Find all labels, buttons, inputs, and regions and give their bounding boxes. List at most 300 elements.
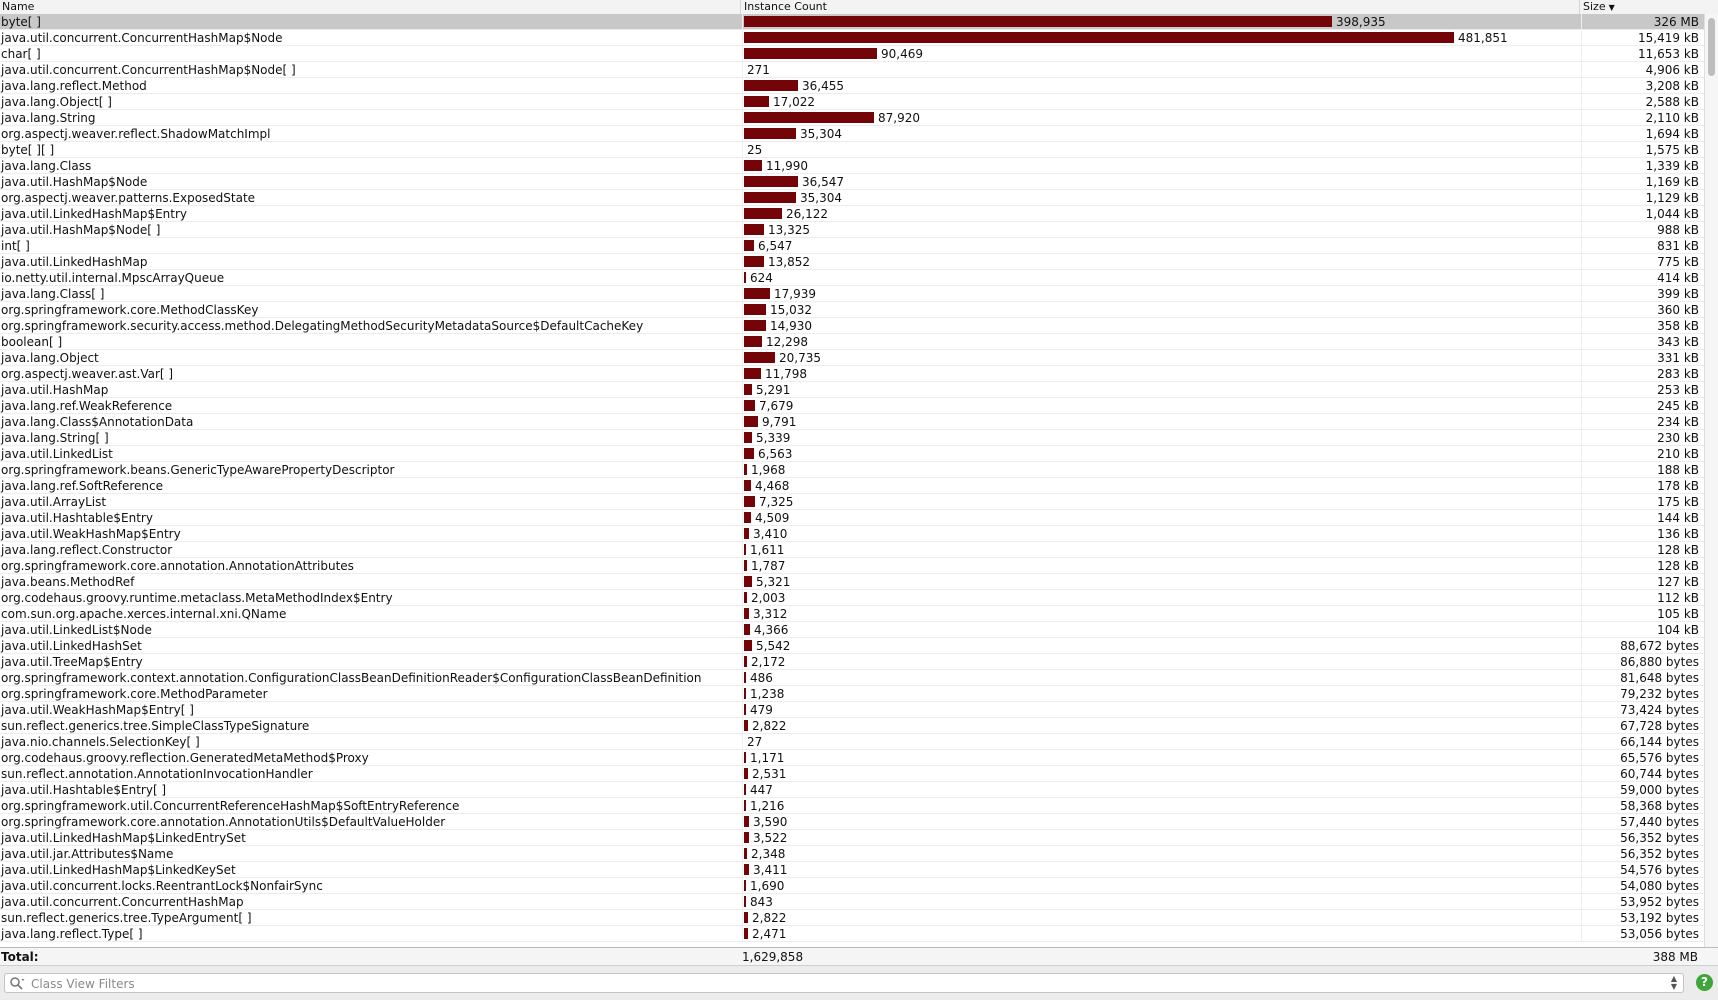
table-row[interactable]: [0, 622, 1718, 638]
table-row[interactable]: [0, 350, 1718, 366]
table-row[interactable]: [0, 782, 1718, 798]
instance-count-label: 25: [747, 143, 763, 157]
class-name-cell: java.lang.Class: [0, 158, 743, 174]
table-row[interactable]: [0, 862, 1718, 878]
instance-count-label: 1,171: [750, 751, 785, 765]
instance-count-bar: [744, 912, 748, 923]
instance-count-bar: [744, 704, 746, 715]
class-name-cell: java.lang.reflect.Constructor: [0, 542, 743, 558]
class-name-cell: int[ ]: [0, 238, 743, 254]
class-view-filter-input[interactable]: [29, 975, 1653, 993]
instance-count-label: 90,469: [881, 47, 923, 61]
instance-count-label: 3,590: [753, 815, 788, 829]
instance-count-cell: [742, 862, 1578, 878]
table-row[interactable]: [0, 398, 1718, 414]
table-row[interactable]: [0, 366, 1718, 382]
instance-count-cell: [742, 782, 1578, 798]
instance-count-cell: [742, 734, 1578, 750]
table-row[interactable]: [0, 190, 1718, 206]
sort-descending-icon[interactable]: ▼: [1608, 3, 1615, 12]
table-row[interactable]: [0, 654, 1718, 670]
instance-count-label: 7,325: [759, 495, 794, 509]
instance-count-cell: [742, 94, 1578, 110]
class-name-cell: java.util.concurrent.locks.ReentrantLock$NonfairSync: [0, 878, 743, 894]
table-row[interactable]: [0, 878, 1718, 894]
size-cell: 343 kB: [1581, 334, 1699, 350]
instance-count-cell: [742, 350, 1578, 366]
class-name-cell: java.util.Hashtable$Entry[ ]: [0, 782, 743, 798]
instance-count-cell: [742, 638, 1578, 654]
class-name-cell: byte[ ][ ]: [0, 142, 743, 158]
table-row[interactable]: [0, 110, 1718, 126]
table-row[interactable]: [0, 702, 1718, 718]
instance-count-label: 2,172: [751, 655, 786, 669]
table-row[interactable]: [0, 142, 1718, 158]
instance-count-cell: [742, 414, 1578, 430]
size-cell: 59,000 bytes: [1581, 782, 1699, 798]
class-name-cell: byte[ ]: [0, 14, 743, 30]
instance-count-bar: [744, 128, 796, 139]
instance-count-label: 11,798: [765, 367, 807, 381]
filter-bar: [0, 965, 1718, 1000]
size-cell: 326 MB: [1581, 14, 1699, 30]
class-name-cell: java.util.concurrent.ConcurrentHashMap$Node[ ]: [0, 62, 743, 78]
instance-count-label: 3,522: [753, 831, 788, 845]
size-cell: 3,208 kB: [1581, 78, 1699, 94]
class-name-cell: java.lang.ref.SoftReference: [0, 478, 743, 494]
size-cell: 128 kB: [1581, 542, 1699, 558]
size-cell: 53,952 bytes: [1581, 894, 1699, 910]
instance-count-label: 1,968: [751, 463, 786, 477]
size-cell: 67,728 bytes: [1581, 718, 1699, 734]
class-name-cell: java.util.WeakHashMap$Entry[ ]: [0, 702, 743, 718]
instance-count-bar: [744, 256, 764, 267]
instance-count-label: 9,791: [762, 415, 797, 429]
table-row[interactable]: [0, 318, 1718, 334]
instance-count-bar: [744, 480, 751, 491]
scrollbar-thumb[interactable]: [1708, 18, 1715, 76]
instance-count-bar: [744, 192, 796, 203]
size-cell: 283 kB: [1581, 366, 1699, 382]
size-cell: 2,110 kB: [1581, 110, 1699, 126]
table-row[interactable]: [0, 590, 1718, 606]
class-name-cell: java.lang.reflect.Method: [0, 78, 743, 94]
size-cell: 136 kB: [1581, 526, 1699, 542]
size-cell: 230 kB: [1581, 430, 1699, 446]
class-name-cell: org.springframework.security.access.method.DelegatingMethodSecurityMetadataSource$DefaultCacheKey: [0, 318, 743, 334]
class-name-cell: com.sun.org.apache.xerces.internal.xni.QName: [0, 606, 743, 622]
class-name-cell: java.lang.Object[ ]: [0, 94, 743, 110]
size-cell: 1,694 kB: [1581, 126, 1699, 142]
instance-count-bar: [744, 880, 746, 891]
instance-count-cell: [742, 430, 1578, 446]
table-row[interactable]: [0, 718, 1718, 734]
size-cell: 56,352 bytes: [1581, 830, 1699, 846]
instance-count-label: 447: [750, 783, 773, 797]
size-cell: 399 kB: [1581, 286, 1699, 302]
instance-count-label: 27: [747, 735, 763, 749]
instance-count-label: 2,471: [752, 927, 787, 941]
instance-count-cell: [742, 318, 1578, 334]
instance-count-cell: [742, 814, 1578, 830]
size-cell: 53,192 bytes: [1581, 910, 1699, 926]
size-cell: 65,576 bytes: [1581, 750, 1699, 766]
instance-count-bar: [744, 928, 748, 939]
instance-count-cell: [742, 766, 1578, 782]
instance-count-label: 3,411: [753, 863, 788, 877]
instance-count-bar: [744, 240, 754, 251]
column-header-name[interactable]: [0, 0, 741, 14]
instance-count-cell: [742, 830, 1578, 846]
class-view-filter-field[interactable]: [4, 973, 1684, 993]
total-label: Total:: [1, 950, 39, 964]
table-row[interactable]: [0, 382, 1718, 398]
instance-count-cell: [742, 462, 1578, 478]
instance-count-cell: [742, 382, 1578, 398]
class-name-cell: org.codehaus.groovy.reflection.GeneratedMetaMethod$Proxy: [0, 750, 743, 766]
instance-count-label: 17,022: [773, 95, 815, 109]
instance-count-cell: [742, 142, 1578, 158]
instance-count-bar: [744, 288, 770, 299]
instance-count-cell: [742, 606, 1578, 622]
size-cell: 57,440 bytes: [1581, 814, 1699, 830]
instance-count-bar: [744, 320, 766, 331]
instance-count-label: 4,468: [755, 479, 790, 493]
instance-count-bar: [744, 800, 746, 811]
class-name-cell: char[ ]: [0, 46, 743, 62]
class-name-cell: java.util.LinkedList$Node: [0, 622, 743, 638]
table-row[interactable]: [0, 462, 1718, 478]
instance-count-cell: [742, 286, 1578, 302]
class-name-cell: java.lang.ref.WeakReference: [0, 398, 743, 414]
instance-count-bar: [744, 304, 766, 315]
class-name-cell: java.util.Hashtable$Entry: [0, 510, 743, 526]
instance-count-cell: [742, 910, 1578, 926]
instance-count-label: 1,216: [750, 799, 785, 813]
table-row[interactable]: [0, 206, 1718, 222]
instance-count-cell: [742, 46, 1578, 62]
total-row: [0, 947, 1718, 966]
instance-count-cell: [742, 222, 1578, 238]
column-header-instance-count-label: Instance Count: [744, 0, 827, 13]
table-row[interactable]: [0, 926, 1718, 942]
instance-count-label: 87,920: [878, 111, 920, 125]
instance-count-label: 12,298: [766, 335, 808, 349]
instance-count-bar: [744, 432, 752, 443]
class-name-cell: java.util.LinkedHashMap$Entry: [0, 206, 743, 222]
instance-count-cell: [742, 478, 1578, 494]
instance-count-bar: [744, 208, 782, 219]
instance-count-cell: [742, 174, 1578, 190]
instance-count-bar: [744, 416, 758, 427]
search-icon[interactable]: [9, 976, 25, 990]
instance-count-bar: [744, 592, 747, 603]
column-header-name-label: Name: [2, 0, 35, 13]
size-cell: 188 kB: [1581, 462, 1699, 478]
table-row[interactable]: [0, 846, 1718, 862]
class-name-cell: org.springframework.core.MethodClassKey: [0, 302, 743, 318]
class-name-cell: java.beans.MethodRef: [0, 574, 743, 590]
class-name-cell: java.util.TreeMap$Entry: [0, 654, 743, 670]
table-row[interactable]: [0, 574, 1718, 590]
instance-count-cell: [742, 446, 1578, 462]
instance-count-label: 3,410: [753, 527, 788, 541]
instance-count-cell: [742, 206, 1578, 222]
table-row[interactable]: [0, 270, 1718, 286]
table-row[interactable]: [0, 430, 1718, 446]
class-name-cell: java.util.LinkedHashSet: [0, 638, 743, 654]
table-row[interactable]: [0, 94, 1718, 110]
class-name-cell: java.util.HashMap$Node: [0, 174, 743, 190]
help-icon[interactable]: ?: [1696, 974, 1713, 991]
instance-count-bar: [744, 48, 877, 59]
instance-count-cell: [742, 718, 1578, 734]
table-row[interactable]: [0, 158, 1718, 174]
instance-count-cell: [742, 190, 1578, 206]
instance-count-label: 5,542: [756, 639, 791, 653]
table-row[interactable]: [0, 766, 1718, 782]
table-row[interactable]: [0, 542, 1718, 558]
instance-count-label: 486: [750, 671, 773, 685]
table-row[interactable]: [0, 686, 1718, 702]
instance-count-bar: [744, 384, 752, 395]
table-row[interactable]: [0, 254, 1718, 270]
instance-count-bar: [744, 672, 746, 683]
table-row[interactable]: [0, 14, 1718, 30]
instance-count-cell: [742, 510, 1578, 526]
instance-count-label: 5,321: [756, 575, 791, 589]
class-name-cell: java.util.LinkedHashMap$LinkedEntrySet: [0, 830, 743, 846]
instance-count-cell: [742, 798, 1578, 814]
instance-count-label: 17,939: [774, 287, 816, 301]
instance-count-label: 481,851: [1458, 31, 1508, 45]
class-name-cell: java.util.WeakHashMap$Entry: [0, 526, 743, 542]
instance-count-label: 14,930: [770, 319, 812, 333]
column-header-size[interactable]: [1581, 0, 1718, 14]
table-row[interactable]: [0, 558, 1718, 574]
instance-count-bar: [744, 80, 798, 91]
instance-count-cell: [742, 158, 1578, 174]
instance-count-cell: [742, 926, 1578, 942]
instance-count-bar: [744, 160, 762, 171]
instance-count-bar: [744, 400, 755, 411]
table-row[interactable]: [0, 670, 1718, 686]
class-name-cell: org.springframework.beans.GenericTypeAwarePropertyDescriptor: [0, 462, 743, 478]
instance-count-bar: [744, 32, 1454, 43]
class-name-cell: java.lang.Object: [0, 350, 743, 366]
table-row[interactable]: [0, 750, 1718, 766]
table-row[interactable]: [0, 302, 1718, 318]
size-cell: 360 kB: [1581, 302, 1699, 318]
table-row[interactable]: [0, 894, 1718, 910]
size-cell: 66,144 bytes: [1581, 734, 1699, 750]
table-row[interactable]: [0, 222, 1718, 238]
table-row[interactable]: [0, 478, 1718, 494]
class-name-cell: java.lang.Class$AnnotationData: [0, 414, 743, 430]
size-cell: 1,129 kB: [1581, 190, 1699, 206]
instance-count-bar: [744, 768, 748, 779]
instance-count-cell: [742, 702, 1578, 718]
instance-count-cell: [742, 878, 1578, 894]
table-row[interactable]: [0, 638, 1718, 654]
instance-count-cell: [742, 334, 1578, 350]
class-name-cell: java.lang.String: [0, 110, 743, 126]
instance-count-bar: [744, 624, 750, 635]
column-header-instance-count[interactable]: [742, 0, 1580, 14]
instance-count-bar: [744, 640, 752, 651]
table-row[interactable]: [0, 126, 1718, 142]
table-row[interactable]: [0, 78, 1718, 94]
instance-count-cell: [742, 62, 1578, 78]
instance-count-cell: [742, 686, 1578, 702]
instance-count-label: 11,990: [766, 159, 808, 173]
size-cell: 54,576 bytes: [1581, 862, 1699, 878]
size-cell: 2,588 kB: [1581, 94, 1699, 110]
class-table: [0, 14, 1718, 947]
instance-count-label: 1,611: [750, 543, 785, 557]
size-cell: 4,906 kB: [1581, 62, 1699, 78]
table-row[interactable]: [0, 510, 1718, 526]
class-name-cell: org.springframework.core.annotation.AnnotationAttributes: [0, 558, 743, 574]
size-cell: 414 kB: [1581, 270, 1699, 286]
instance-count-cell: [742, 254, 1578, 270]
instance-count-cell: [742, 270, 1578, 286]
instance-count-bar: [744, 96, 769, 107]
table-row[interactable]: [0, 606, 1718, 622]
size-cell: 144 kB: [1581, 510, 1699, 526]
class-name-cell: boolean[ ]: [0, 334, 743, 350]
table-row[interactable]: [0, 830, 1718, 846]
instance-count-bar: [744, 272, 746, 283]
instance-count-bar: [744, 528, 749, 539]
instance-count-bar: [744, 16, 1332, 27]
size-cell: 245 kB: [1581, 398, 1699, 414]
table-row[interactable]: [0, 62, 1718, 78]
class-name-cell: sun.reflect.generics.tree.TypeArgument[ ]: [0, 910, 743, 926]
size-cell: 988 kB: [1581, 222, 1699, 238]
table-row[interactable]: [0, 334, 1718, 350]
instance-count-cell: [742, 894, 1578, 910]
instance-count-cell: [742, 670, 1578, 686]
size-cell: 1,169 kB: [1581, 174, 1699, 190]
size-cell: 15,419 kB: [1581, 30, 1699, 46]
table-row[interactable]: [0, 286, 1718, 302]
instance-count-label: 624: [750, 271, 773, 285]
instance-count-bar: [744, 544, 746, 555]
size-cell: 831 kB: [1581, 238, 1699, 254]
table-row[interactable]: [0, 30, 1718, 46]
instance-count-cell: [742, 494, 1578, 510]
instance-count-bar: [744, 112, 874, 123]
instance-count-bar: [744, 176, 798, 187]
size-cell: 56,352 bytes: [1581, 846, 1699, 862]
class-name-cell: java.nio.channels.SelectionKey[ ]: [0, 734, 743, 750]
instance-count-cell: [742, 750, 1578, 766]
size-cell: 11,653 kB: [1581, 46, 1699, 62]
instance-count-bar: [744, 896, 746, 907]
class-name-cell: org.springframework.core.MethodParameter: [0, 686, 743, 702]
table-row[interactable]: [0, 910, 1718, 926]
instance-count-bar: [744, 832, 749, 843]
table-row[interactable]: [0, 46, 1718, 62]
vertical-scrollbar[interactable]: [1704, 14, 1718, 947]
instance-count-bar: [744, 496, 755, 507]
table-row[interactable]: [0, 734, 1718, 750]
instance-count-bar: [744, 464, 747, 475]
instance-count-cell: [742, 78, 1578, 94]
size-cell: 60,744 bytes: [1581, 766, 1699, 782]
size-cell: 79,232 bytes: [1581, 686, 1699, 702]
table-row[interactable]: [0, 494, 1718, 510]
table-row[interactable]: [0, 798, 1718, 814]
instance-count-bar: [744, 560, 747, 571]
instance-count-cell: [742, 558, 1578, 574]
instance-count-bar: [744, 336, 762, 347]
class-name-cell: java.util.LinkedHashMap$LinkedKeySet: [0, 862, 743, 878]
size-cell: 210 kB: [1581, 446, 1699, 462]
instance-count-label: 1,690: [750, 879, 785, 893]
instance-count-cell: [742, 302, 1578, 318]
table-row[interactable]: [0, 446, 1718, 462]
instance-count-label: 479: [750, 703, 773, 717]
instance-count-label: 5,291: [756, 383, 791, 397]
table-row[interactable]: [0, 814, 1718, 830]
size-cell: 104 kB: [1581, 622, 1699, 638]
instance-count-cell: [742, 14, 1578, 30]
instance-count-cell: [742, 238, 1578, 254]
size-cell: 358 kB: [1581, 318, 1699, 334]
instance-count-cell: [742, 654, 1578, 670]
instance-count-bar: [744, 512, 751, 523]
size-cell: 105 kB: [1581, 606, 1699, 622]
instance-count-cell: [742, 126, 1578, 142]
instance-count-bar: [744, 848, 747, 859]
instance-count-cell: [742, 398, 1578, 414]
size-cell: 175 kB: [1581, 494, 1699, 510]
size-cell: 253 kB: [1581, 382, 1699, 398]
instance-count-bar: [744, 224, 764, 235]
instance-count-cell: [742, 622, 1578, 638]
class-name-cell: org.springframework.util.ConcurrentReferenceHashMap$SoftEntryReference: [0, 798, 743, 814]
instance-count-bar: [744, 448, 754, 459]
instance-count-label: 36,455: [802, 79, 844, 93]
instance-count-label: 843: [750, 895, 773, 909]
size-cell: 88,672 bytes: [1581, 638, 1699, 654]
instance-count-bar: [744, 656, 747, 667]
size-cell: 234 kB: [1581, 414, 1699, 430]
table-row[interactable]: [0, 238, 1718, 254]
column-header-size-label: Size: [1583, 0, 1606, 13]
class-name-cell: org.springframework.core.annotation.AnnotationUtils$DefaultValueHolder: [0, 814, 743, 830]
instance-count-cell: [742, 574, 1578, 590]
table-row[interactable]: [0, 174, 1718, 190]
instance-count-label: 5,339: [756, 431, 791, 445]
table-row[interactable]: [0, 414, 1718, 430]
instance-count-label: 35,304: [800, 127, 842, 141]
instance-count-label: 2,348: [751, 847, 786, 861]
class-name-cell: sun.reflect.generics.tree.SimpleClassTypeSignature: [0, 718, 743, 734]
class-name-cell: sun.reflect.annotation.AnnotationInvocationHandler: [0, 766, 743, 782]
instance-count-bar: [744, 784, 746, 795]
instance-count-label: 4,509: [755, 511, 790, 525]
stepper-icon[interactable]: ▲ ▼: [1670, 974, 1678, 991]
table-row[interactable]: [0, 526, 1718, 542]
class-name-cell: java.lang.Class[ ]: [0, 286, 743, 302]
class-name-cell: org.aspectj.weaver.patterns.ExposedState: [0, 190, 743, 206]
class-name-cell: org.springframework.context.annotation.ConfigurationClassBeanDefinitionReader$ConfigurationClassBeanDefinition: [0, 670, 743, 686]
class-name-cell: org.codehaus.groovy.runtime.metaclass.MetaMethodIndex$Entry: [0, 590, 743, 606]
class-name-cell: java.util.concurrent.ConcurrentHashMap: [0, 894, 743, 910]
